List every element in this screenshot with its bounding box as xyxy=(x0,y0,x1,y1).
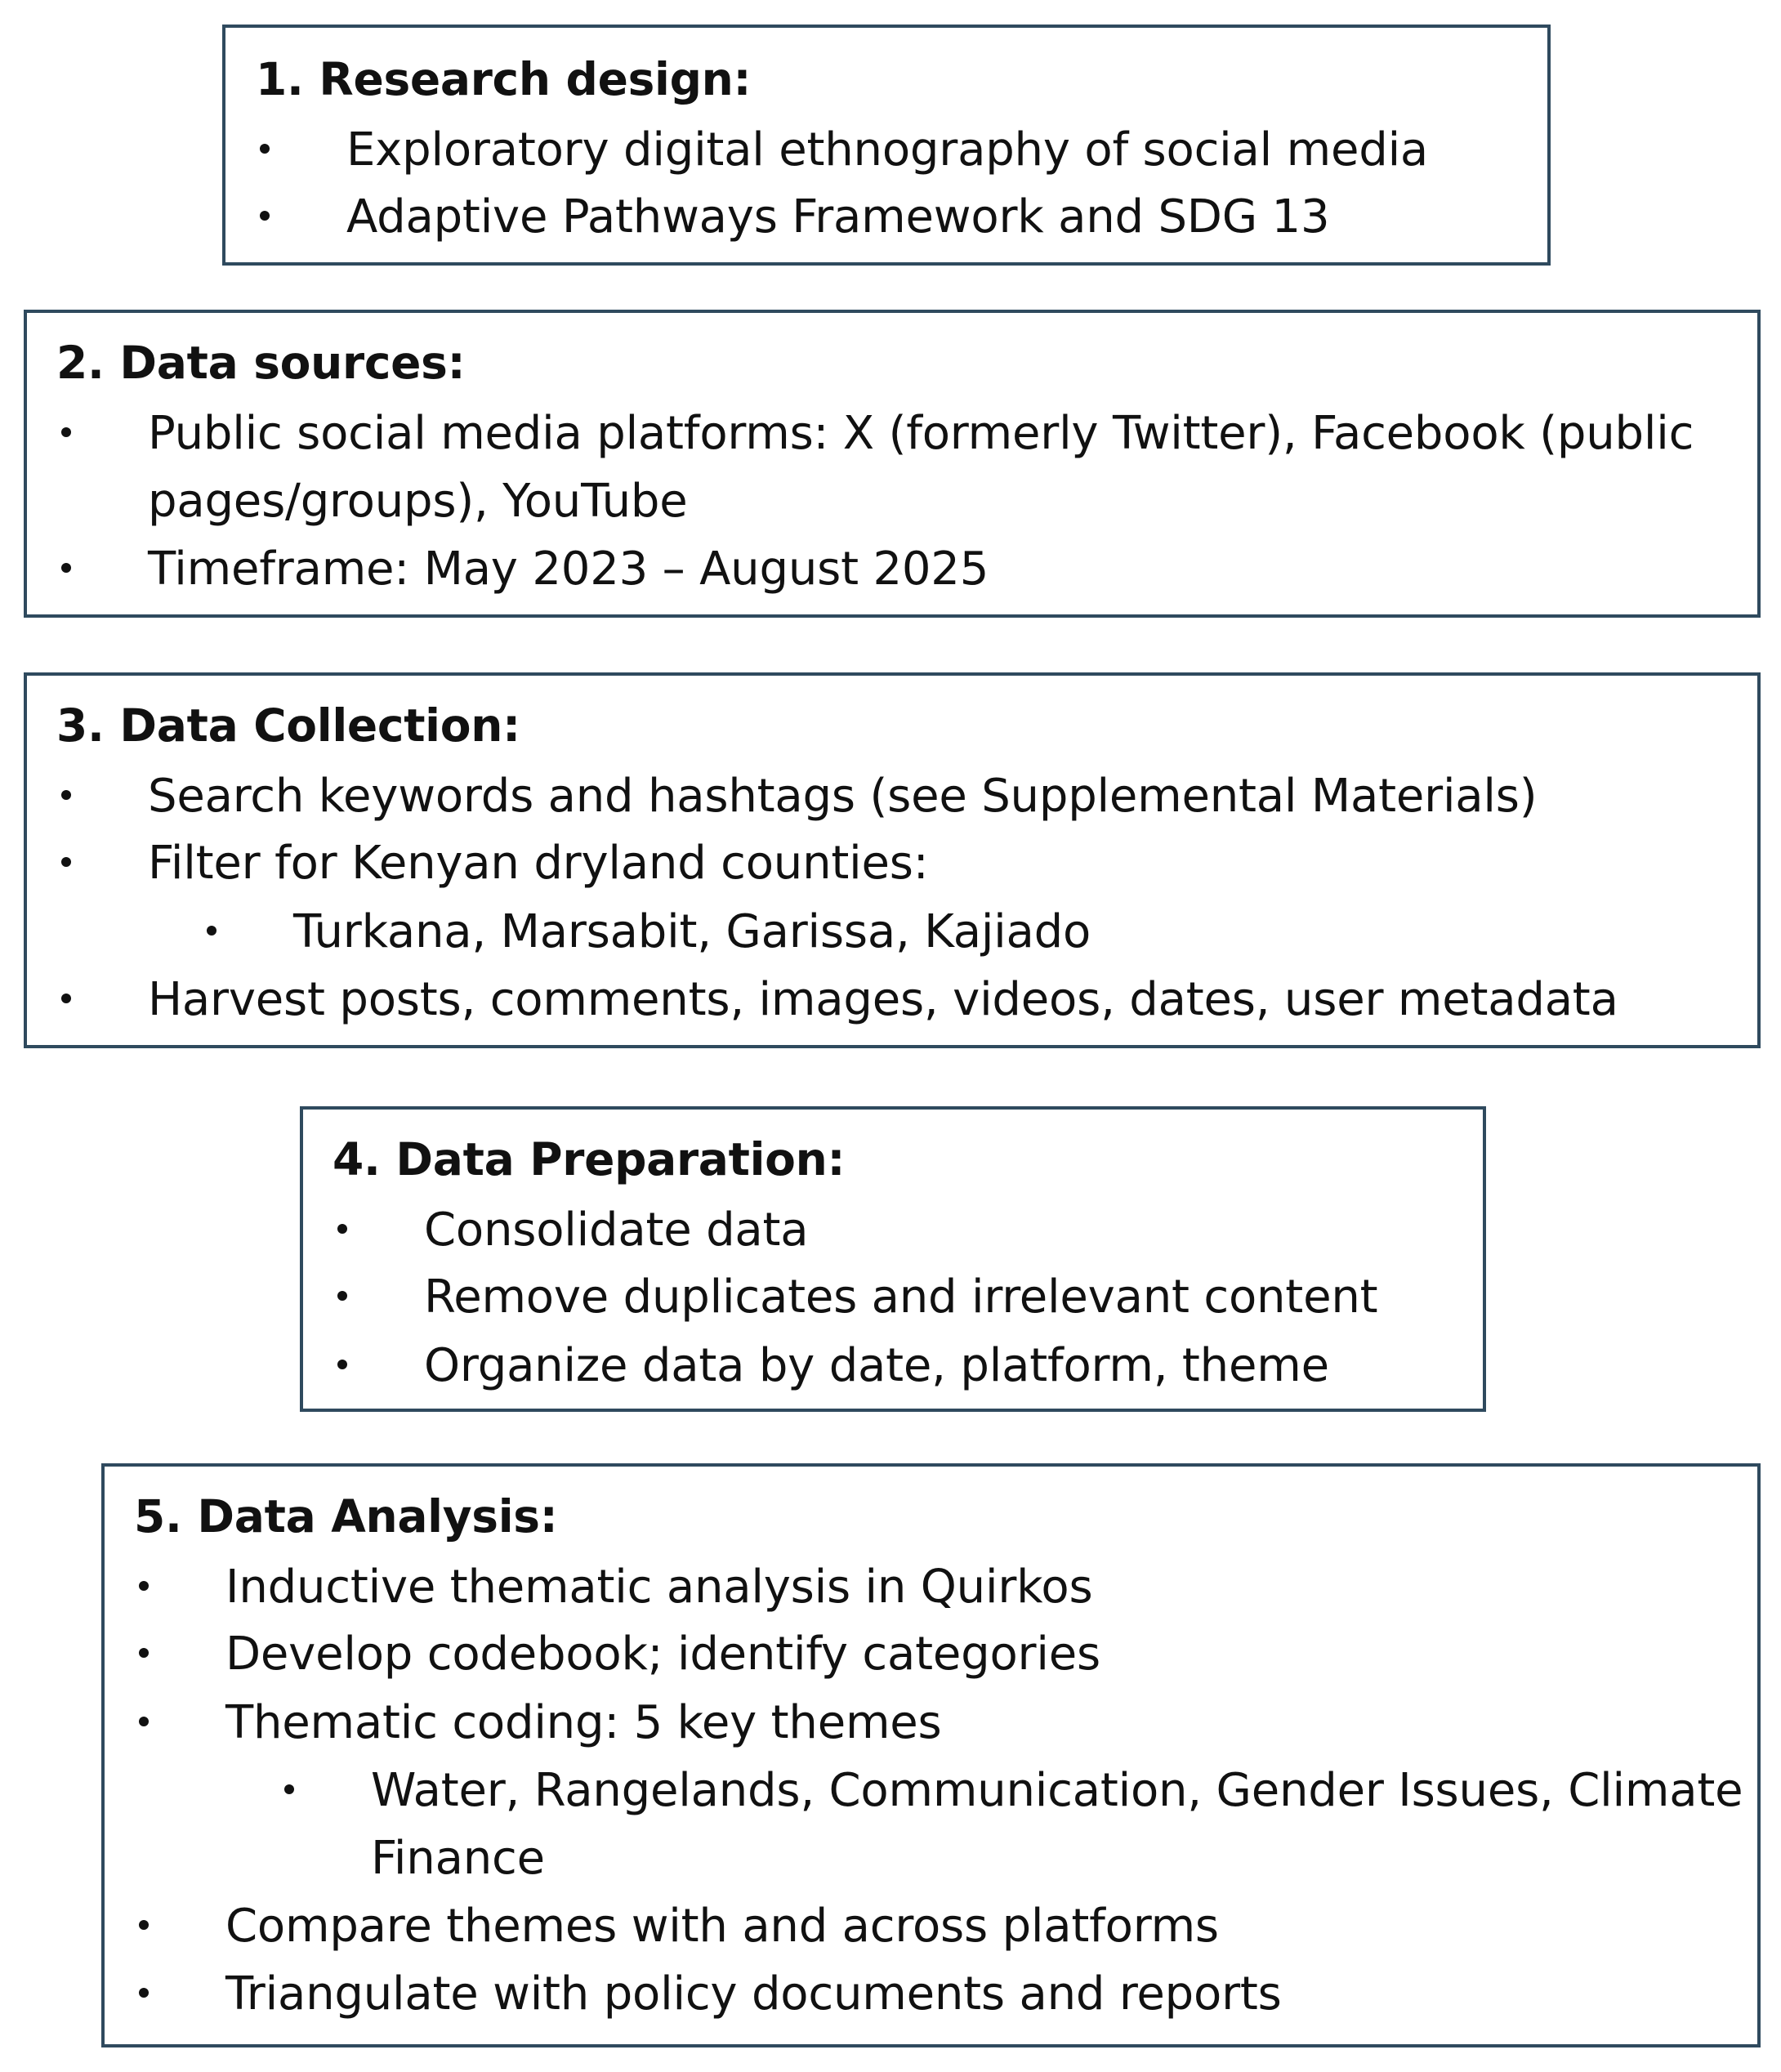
step-box-data-sources xyxy=(24,310,1761,618)
list-item: Timeframe: May 2023 – August 2025 xyxy=(148,543,989,596)
bullet-icon xyxy=(337,1224,347,1234)
step-title: 5. Data Analysis: xyxy=(134,1490,558,1543)
bullet-icon xyxy=(61,857,71,867)
bullet-icon xyxy=(139,1717,149,1726)
step-box-data-analysis xyxy=(101,1463,1761,2047)
step-box-data-collection xyxy=(24,672,1761,1048)
list-item: Filter for Kenyan dryland counties: xyxy=(148,837,929,890)
step-title: 3. Data Collection: xyxy=(56,699,520,752)
bullet-icon xyxy=(337,1360,347,1369)
bullet-icon xyxy=(260,211,270,221)
bullet-icon xyxy=(61,427,71,437)
sub-list-item: Water, Rangelands, Communication, Gender Issues, Climate Finance xyxy=(371,1764,1743,1885)
step-title: 4. Data Preparation: xyxy=(333,1133,846,1186)
step-box-research-design xyxy=(222,25,1551,266)
bullet-icon xyxy=(139,1581,149,1591)
bullet-icon xyxy=(61,790,71,800)
bullet-icon xyxy=(260,144,270,154)
sub-list-item: Turkana, Marsabit, Garissa, Kajiado xyxy=(293,905,1091,958)
step-title: 1. Research design: xyxy=(256,53,752,105)
bullet-icon xyxy=(61,994,71,1003)
bullet-icon xyxy=(139,1920,149,1930)
bullet-icon xyxy=(139,1988,149,1998)
list-item: Triangulate with policy documents and reports xyxy=(225,1967,1282,2021)
bullet-icon xyxy=(61,563,71,573)
sub-bullet-icon xyxy=(207,926,216,936)
list-item: Exploratory digital ethnography of social media xyxy=(346,123,1429,176)
list-item: Adaptive Pathways Framework and SDG 13 xyxy=(346,190,1330,243)
list-item: Thematic coding: 5 key themes xyxy=(225,1696,942,1749)
step-title: 2. Data sources: xyxy=(56,337,466,389)
bullet-icon xyxy=(337,1291,347,1301)
list-item: Organize data by date, platform, theme xyxy=(424,1339,1329,1392)
list-item: Harvest posts, comments, images, videos, dates, user metadata xyxy=(148,973,1618,1026)
list-item: Develop codebook; identify categories xyxy=(225,1628,1100,1681)
list-item: Inductive thematic analysis in Quirkos xyxy=(225,1561,1093,1614)
list-item: Remove duplicates and irrelevant content xyxy=(424,1270,1378,1324)
list-item: Consolidate data xyxy=(424,1203,809,1257)
list-item: Compare themes with and across platforms xyxy=(225,1900,1219,1953)
list-item: Public social media platforms: X (formerly Twitter), Facebook (public pages/groups), YouTube xyxy=(148,407,1694,528)
step-box-data-preparation xyxy=(300,1106,1486,1412)
sub-bullet-icon xyxy=(284,1784,294,1794)
bullet-icon xyxy=(139,1648,149,1658)
list-item: Search keywords and hashtags (see Supplemental Materials) xyxy=(148,770,1538,823)
